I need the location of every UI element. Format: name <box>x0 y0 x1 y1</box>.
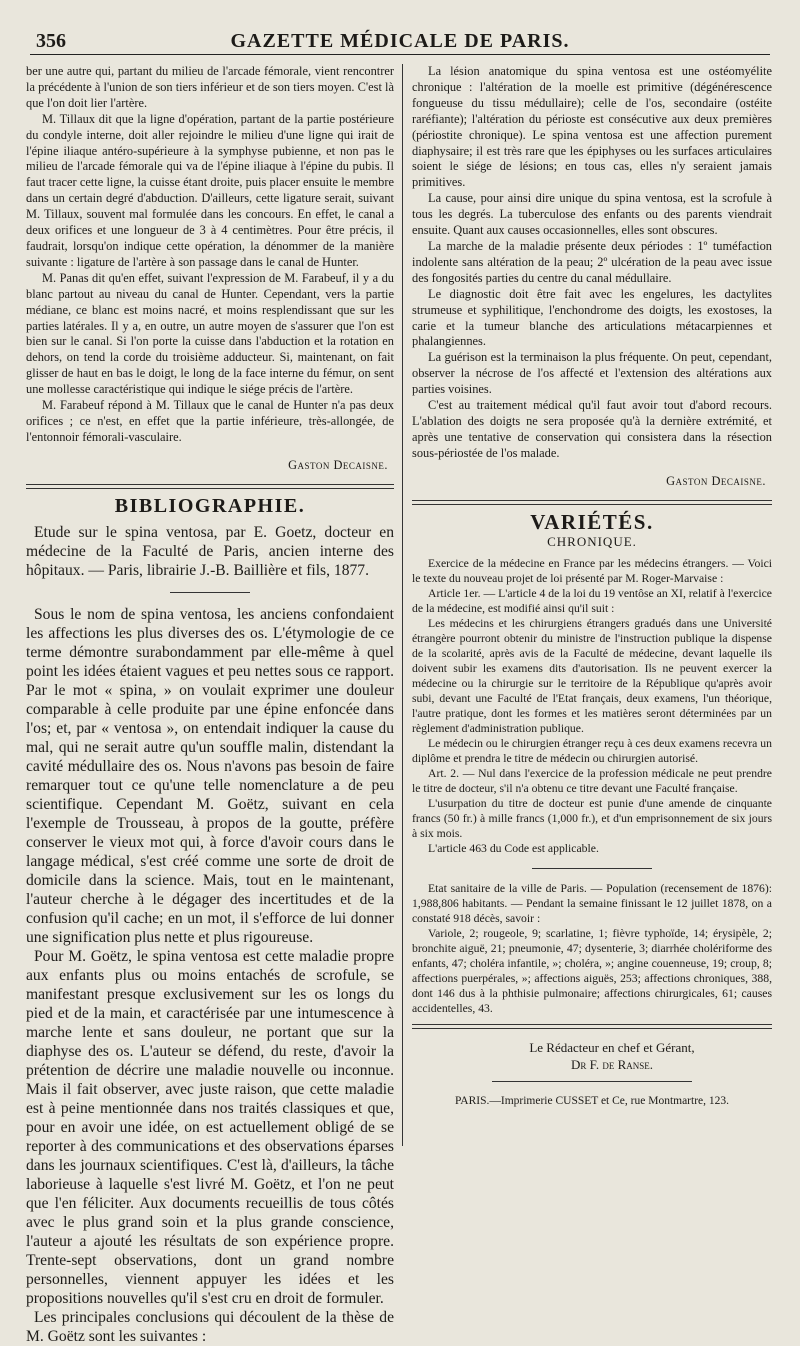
paragraph: C'est au traitement médical qu'il faut avoir tout d'abord recours. L'ablation des doigts ne sera proposée qu'à la dernière extrémité, et après une tentative de conservation qui consistera dans la résection sous-périostée de l'os malade. <box>412 398 772 460</box>
article-1: Article 1er. — L'article 4 de la loi du 19 ventôse an XI, relatif à l'exercice de la médecine, est modifié ainsi qu'il suit : <box>412 587 772 616</box>
book-citation: Etude sur le spina ventosa, par E. Goetz, docteur en médecine de la Faculté de Paris, ancien interne des hôpitaux. — Paris, librairie J.-B. Baillière et fils, 1877. <box>26 523 394 579</box>
page-number: 356 <box>36 30 66 52</box>
paragraph: ber une autre qui, partant du milieu de l'arcade fémorale, vient rencontrer la précédente à l'union de son tiers inférieur et de son tiers moyen. C'est là que l'on doit lier l'artère. <box>26 64 394 110</box>
right-column <box>412 64 772 1110</box>
paragraph: La lésion anatomique du spina ventosa est une ostéomyélite chronique : l'altération de la moelle est primitive (dégénérescence fongueuse du tissu médullaire); celle de l'os, secondaire (ostéite raréfiante); l'altération du périoste est consécutive aux deux premières (périostite chronique). Le spina ventosa est une affection purement diaphysaire; il est très rare que les épiphyses ou les surfaces articulaires soient le siége de lésions; en tous cas, elles n'y seraient jamais primitives. <box>412 64 772 190</box>
section-title-bibliographie: BIBLIOGRAPHIE. <box>114 494 306 517</box>
editor-name: Dr F. de Ranse. <box>571 1057 653 1073</box>
editor-block <box>452 1039 772 1073</box>
paragraph: Le médecin ou le chirurgien étranger reçu à ces deux examens recevra un diplôme et prendra le titre de médecin ou chirurgien autorisé. <box>412 737 772 766</box>
paragraph: Etat sanitaire de la ville de Paris. — Population (recensement de 1876): 1,988,806 habitants. — Pendant la semaine finissant le 12 juillet 1878, on a constaté 918 décès, savoir : <box>412 882 772 926</box>
left-column <box>26 64 394 1346</box>
editor-title: Le Rédacteur en chef et Gérant, <box>529 1040 695 1056</box>
paragraph: La cause, pour ainsi dire unique du spina ventosa, est la scrofule à tous les degrés. La tuberculose des enfants ou des parents viendrait ensuite. Quant aux causes occasionnelles, elles sont obscures. <box>412 191 772 238</box>
short-rule <box>170 592 250 593</box>
paragraph: Le diagnostic doit être fait avec les engelures, les dactylites strumeuse et syphilitique, l'enchondrome des doigts, les exostoses, la carie et la tumeur blanche des articulations métacarpiennes et phalangiennes. <box>412 286 772 349</box>
column-divider <box>402 64 403 1146</box>
paragraph: Variole, 2; rougeole, 9; scarlatine, 1; fièvre typhoïde, 14; érysipèle, 2; bronchite aiguë, 21; pneumonie, 47; dysenterie, 3; diarrhée cholériforme des enfants, 47; choléra infantile, »; choléra, »; angine couenneuse, 19; croup, 8; affections puerpérales, »; affections aiguës, 253; affections chroniques, 388, dont 146 dus à la phthisie pulmonaire; affections chirurgicales, 61; causes accidentelles, 43. <box>412 927 772 1016</box>
section-divider <box>412 1024 772 1029</box>
book-review <box>26 605 394 1346</box>
page-header <box>30 26 770 55</box>
short-rule <box>532 868 652 869</box>
short-rule <box>492 1081 692 1082</box>
paragraph: M. Farabeuf répond à M. Tillaux que le canal de Hunter n'a pas deux orifices ; ce n'est, en effet que la partie inférieure, très-allongée, de l'entonnoir fémorali-vasculaire. <box>26 398 394 444</box>
paragraph: Les médecins et les chirurgiens étrangers gradués dans une Université étrangère pourront obtenir du ministre de l'instruction publique la dispense de la scolarité, après avis de la Faculté de médecine, devant laquelle ils doivent subir les examens dits d'autorisation. Ils ne peuvent exercer la médecine ou la chirurgie sur le territoire de la République qu'après avoir subi, devant une Faculté de l'Etat français, deux examens, l'un théorique, l'autre pratique, dont les formes et les matières seront déterminées par un règlement d'administration publique. <box>412 617 772 736</box>
section-title-varietes: VARIÉTÉS. <box>530 509 654 534</box>
section-divider <box>26 484 394 489</box>
author-signature: Gaston Decaisne. <box>288 457 388 472</box>
law-project <box>412 556 772 856</box>
paragraph: Les principales conclusions qui découlent de la thèse de M. Goëtz sont les suivantes : <box>26 1308 394 1345</box>
paragraph: L'usurpation du titre de docteur est punie d'une amende de cinquante francs (50 fr.) à mille francs (1,000 fr.), et d'un emprisonnement de six jours à six mois. <box>412 797 772 841</box>
paragraph: M. Panas dit qu'en effet, suivant l'expression de M. Farabeuf, il y a du blanc partout au niveau du canal de Hunter. Cependant, vers la partie médiane, ce blanc est moins nacré, et moins resplendissant que sur les parties latérales. Il y a, en outre, un autre moyen de s'assurer que l'on est bien sur le canal. Si l'on porte la cuisse dans l'abduction et la rotation en dehors, on tend la corde du troisième adducteur. Si, maintenant, on fait glisser de haut en bas le doigt, le long de la face interne du fémur, on sent une mollesse caractéristique qui indique le siége précis de l'artère. <box>26 270 394 397</box>
subsection-title-chronique: CHRONIQUE. <box>547 534 637 550</box>
paragraph: Pour M. Goëtz, le spina ventosa est cette maladie propre aux enfants plus ou moins entachés de scrofule, se manifestant presque exclusivement sur les os longs du pied et de la main, et caractérisée par une intumescence à marche lente et sans douleur, ne portant que sur la diaphyse des os. L'auteur se défend, du reste, d'avoir la prétention de décrire une maladie nouvelle ou inconnue. Mais il fait observer, avec juste raison, que cette maladie est à peine mentionnée dans nos traités classiques et que, pour en avoir une idée, on est actuellement obligé de se reporter à des communications et des observations éparses dans les journaux scientifiques. C'est là, d'ailleurs, la tâche laborieuse à laquelle s'est livré M. Goëtz, et l'on ne peut que l'en féliciter. Aux documents recueillis de tous côtés avec le plus grand soin et la plus grande conscience, l'auteur a ajouté les résultats de son expérience propre. Trente-sept observations, dont un grand nombre personnelles, viennent appuyer les idées et les propositions nouvelles qu'il s'est cru en droit de formuler. <box>26 947 394 1307</box>
paragraph: M. Tillaux dit que la ligne d'opération, partant de la partie postérieure du condyle interne, doit aller rejoindre le milieu d'une ligne qui irait de l'épine iliaque antéro-supérieure à la symphyse pubienne, et non pas le milieu de l'arcade fémorale qui va de l'épine iliaque à l'épine du pubis. Il faut tracer cette ligne, la cuisse étant droite, puis placer ensuite le membre dans un certain degré d'abduction. D'ailleurs, cette ligature serait, suivant M. Tillaux, souvent mal formulée dans les concours. En effet, le canal a deux orifices et une longueur de 3 à 4 centimètres. Pour être précis, il faudrait, lorsqu'on indique cette opération, la dénommer de la manière suivante : ligature de l'artère à son passage dans le canal de Hunter. <box>26 111 394 269</box>
author-signature: Gaston Decaisne. <box>666 473 766 488</box>
health-report <box>412 881 772 1016</box>
paragraph: Exercice de la médecine en France par les médecins étrangers. — Voici le texte du nouveau projet de loi présenté par M. Roger-Marvaise : <box>412 557 772 586</box>
paragraph: La marche de la maladie présente deux périodes : 1º tuméfaction indolente sans altération de la peau; 2º ulcération de la peau avec issue des fongosités parties du centre du canal médullaire. <box>412 238 772 285</box>
paragraph: La guérison est la terminaison la plus fréquente. On peut, cependant, observer la nécrose de l'os affecté et l'extension des altérations aux parties voisines. <box>412 350 772 397</box>
journal-title: GAZETTE MÉDICALE DE PARIS. <box>230 30 570 52</box>
paragraph: L'article 463 du Code est applicable. <box>428 842 599 856</box>
printer-line: PARIS.—Imprimerie CUSSET et Ce, rue Montmartre, 123. <box>454 1095 730 1108</box>
book-reference <box>26 523 394 580</box>
paragraph: Sous le nom de spina ventosa, les anciens confondaient les affections les plus diverses des os. L'étymologie de ce terme démontre surabondamment par elle-même à quel point les idées étaient vagues et peu nettes sous ce rapport. Par le mot « spina, » on voulait exprimer une douleur comparable à celle produite par une épine enfoncée dans l'os; et, par « ventosa », on entendait indiquer la cause du mal, qui ne serait autre qu'un souffle malin, distendant la cavité médullaire des os. Nous n'avons pas besoin de faire remarquer tout ce qu'une telle nomenclature a de peu scientifique. Cependant M. Goëtz, suivant en cela l'exemple de Trousseau, à propos de la goutte, préfère conserver le vieux mot qui, à force d'avoir cours dans le langage médical, s'est créé comme une sorte de droit de domicile dans la science. Mais, tout en le maintenant, l'auteur cherche à le dégager des incertitudes et de la confusion qu'il cache; en un mot, il s'efforce de lui donner une signification plus nette et plus rigoureuse. <box>26 605 394 946</box>
section-divider <box>412 500 772 505</box>
article-2: Art. 2. — Nul dans l'exercice de la profession médicale ne peut prendre le titre de docteur, s'il n'a obtenu ce titre devant une Faculté française. <box>412 767 772 796</box>
